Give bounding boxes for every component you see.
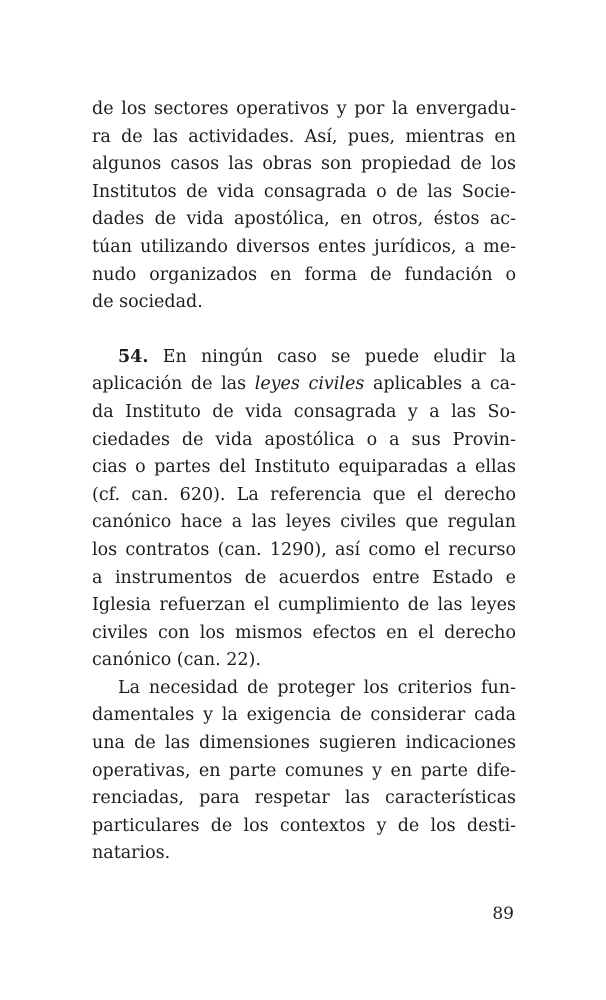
text-line: (cf. can. 620). La referencia que el derecho bbox=[92, 484, 516, 505]
paragraph-gap bbox=[92, 317, 516, 344]
text-line: de los sectores operativos y por la envergadu- bbox=[92, 99, 516, 119]
text-line: damentales y la exigencia de considerar cada bbox=[92, 705, 516, 726]
text-line: ra de las actividades. Así, pues, mientras en bbox=[92, 126, 516, 147]
text-line: canónico hace a las leyes civiles que regulan bbox=[92, 512, 516, 533]
text-line: civiles con los mismos efectos en el derecho bbox=[92, 622, 516, 643]
text-line: particulares de los contextos y de los desti- bbox=[92, 815, 516, 836]
text-line: dades de vida apostólica, en otros, éstos ac- bbox=[92, 209, 516, 230]
italic-term: leyes civiles bbox=[254, 374, 365, 395]
text-segment: aplicación de las bbox=[92, 374, 255, 395]
text-line: da Instituto de vida consagrada y a las So- bbox=[92, 401, 516, 422]
text-line: los contratos (can. 1290), así como el recurso bbox=[92, 539, 516, 560]
text-line: natarios. bbox=[92, 843, 171, 864]
text-line: de sociedad. bbox=[92, 292, 203, 313]
text-line: renciadas, para respetar las características bbox=[92, 788, 516, 809]
text-line-first bbox=[92, 344, 516, 372]
page-body bbox=[92, 96, 516, 868]
text-line: a instrumentos de acuerdos entre Estado e bbox=[92, 567, 516, 588]
paragraph-54 bbox=[92, 344, 516, 675]
page-number: 89 bbox=[492, 904, 514, 924]
text-line: Iglesia refuerzan el cumplimiento de las leyes bbox=[92, 595, 516, 616]
text-line: ciedades de vida apostólica o a sus Provin- bbox=[92, 429, 516, 450]
text-line: túan utilizando diversos entes jurídicos, a me- bbox=[92, 236, 516, 257]
text-line: algunos casos las obras son propiedad de los bbox=[92, 154, 516, 175]
text-line: canónico (can. 22). bbox=[92, 650, 261, 671]
text-line bbox=[92, 371, 516, 399]
text-line-first: La necesidad de proteger los criterios fun- bbox=[118, 677, 516, 698]
text-segment: aplicables a ca- bbox=[364, 374, 516, 395]
text-line: una de las dimensiones sugieren indicaciones bbox=[92, 733, 516, 754]
text-line: operativas, en parte comunes y en parte dife- bbox=[92, 760, 516, 781]
text-segment: En ningún caso se puede eludir la bbox=[148, 346, 516, 367]
paragraph-3 bbox=[92, 675, 516, 868]
text-line: Institutos de vida consagrada o de las Socie- bbox=[92, 181, 516, 202]
paragraph-number: 54. bbox=[118, 346, 149, 367]
text-line: cias o partes del Instituto equiparadas a ellas bbox=[92, 457, 516, 478]
paragraph-1 bbox=[92, 96, 516, 317]
text-line: nudo organizados en forma de fundación o bbox=[92, 264, 516, 285]
